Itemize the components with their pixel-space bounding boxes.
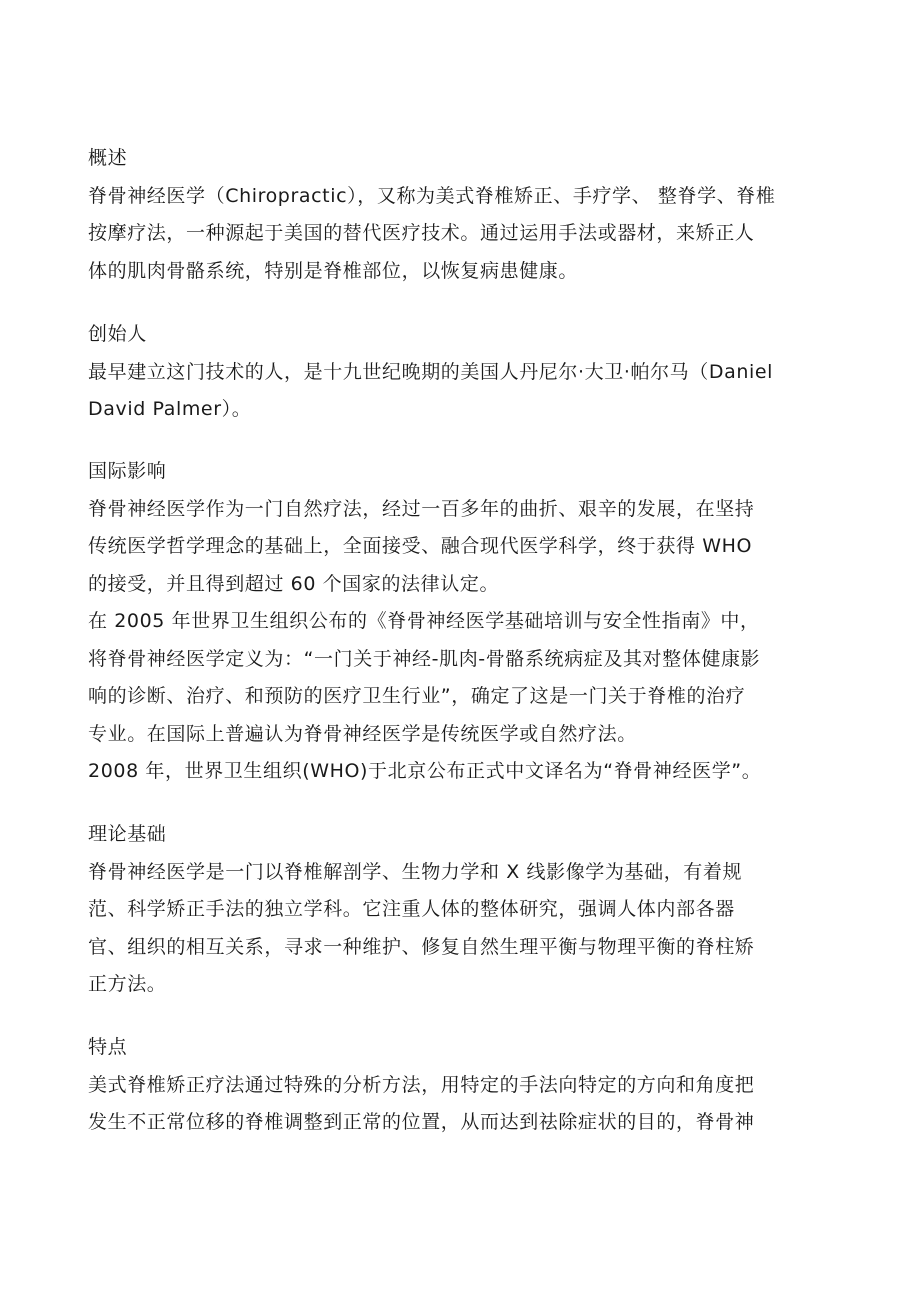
features-line-1: 美式脊椎矫正疗法通过特殊的分析方法，用特定的手法向特定的方向和角度把 xyxy=(88,1074,755,1096)
overview-line-1: 脊骨神经医学（Chiropractic），又称为美式脊椎矫正、手疗学、 整脊学、脊椎 xyxy=(88,185,776,207)
features-line-2: 发生不正常位移的脊椎调整到正常的位置，从而达到祛除症状的目的，脊骨神 xyxy=(88,1111,755,1133)
section-heading-theory: 理论基础 xyxy=(88,823,167,845)
influence-p2-line-3: 响的诊断、治疗、和预防的医疗卫生行业”，确定了这是一门关于脊椎的治疗 xyxy=(88,685,746,707)
founder-line-2: David Palmer）。 xyxy=(88,398,252,420)
influence-p2-line-1: 在 2005 年世界卫生组织公布的《脊骨神经医学基础培训与安全性指南》中， xyxy=(88,610,760,632)
theory-line-3: 官、组织的相互关系，寻求一种维护、修复自然生理平衡与物理平衡的脊柱矫 xyxy=(88,936,755,958)
theory-line-2: 范、科学矫正手法的独立学科。它注重人体的整体研究，强调人体内部各器 xyxy=(88,898,735,920)
influence-p1-line-1: 脊骨神经医学作为一门自然疗法，经过一百多年的曲折、艰辛的发展，在坚持 xyxy=(88,498,755,520)
theory-line-4: 正方法。 xyxy=(88,973,167,995)
section-heading-features: 特点 xyxy=(88,1036,128,1058)
theory-line-1: 脊骨神经医学是一门以脊椎解剖学、生物力学和 X 线影像学为基础，有着规 xyxy=(88,861,743,883)
influence-p2-line-2: 将脊骨神经医学定义为：“一门关于神经-肌肉-骨骼系统病症及其对整体健康影 xyxy=(88,648,761,670)
section-heading-overview: 概述 xyxy=(88,147,128,169)
section-heading-influence: 国际影响 xyxy=(88,460,167,482)
overview-line-3: 体的肌肉骨骼系统，特别是脊椎部位，以恢复病患健康。 xyxy=(88,260,579,282)
influence-p3-line-1: 2008 年，世界卫生组织(WHO)于北京公布正式中文译名为“脊骨神经医学”。 xyxy=(88,760,762,782)
section-heading-founder: 创始人 xyxy=(88,323,147,345)
founder-line-1: 最早建立这门技术的人，是十九世纪晚期的美国人丹尼尔·大卫·帕尔马（Daniel xyxy=(88,361,774,383)
overview-line-2: 按摩疗法，一种源起于美国的替代医疗技术。通过运用手法或器材，来矫正人 xyxy=(88,222,755,244)
influence-p1-line-3: 的接受，并且得到超过 60 个国家的法律认定。 xyxy=(88,573,500,595)
influence-p1-line-2: 传统医学哲学理念的基础上，全面接受、融合现代医学科学，终于获得 WHO xyxy=(88,535,753,557)
influence-p2-line-4: 专业。在国际上普遍认为脊骨神经医学是传统医学或自然疗法。 xyxy=(88,723,637,745)
